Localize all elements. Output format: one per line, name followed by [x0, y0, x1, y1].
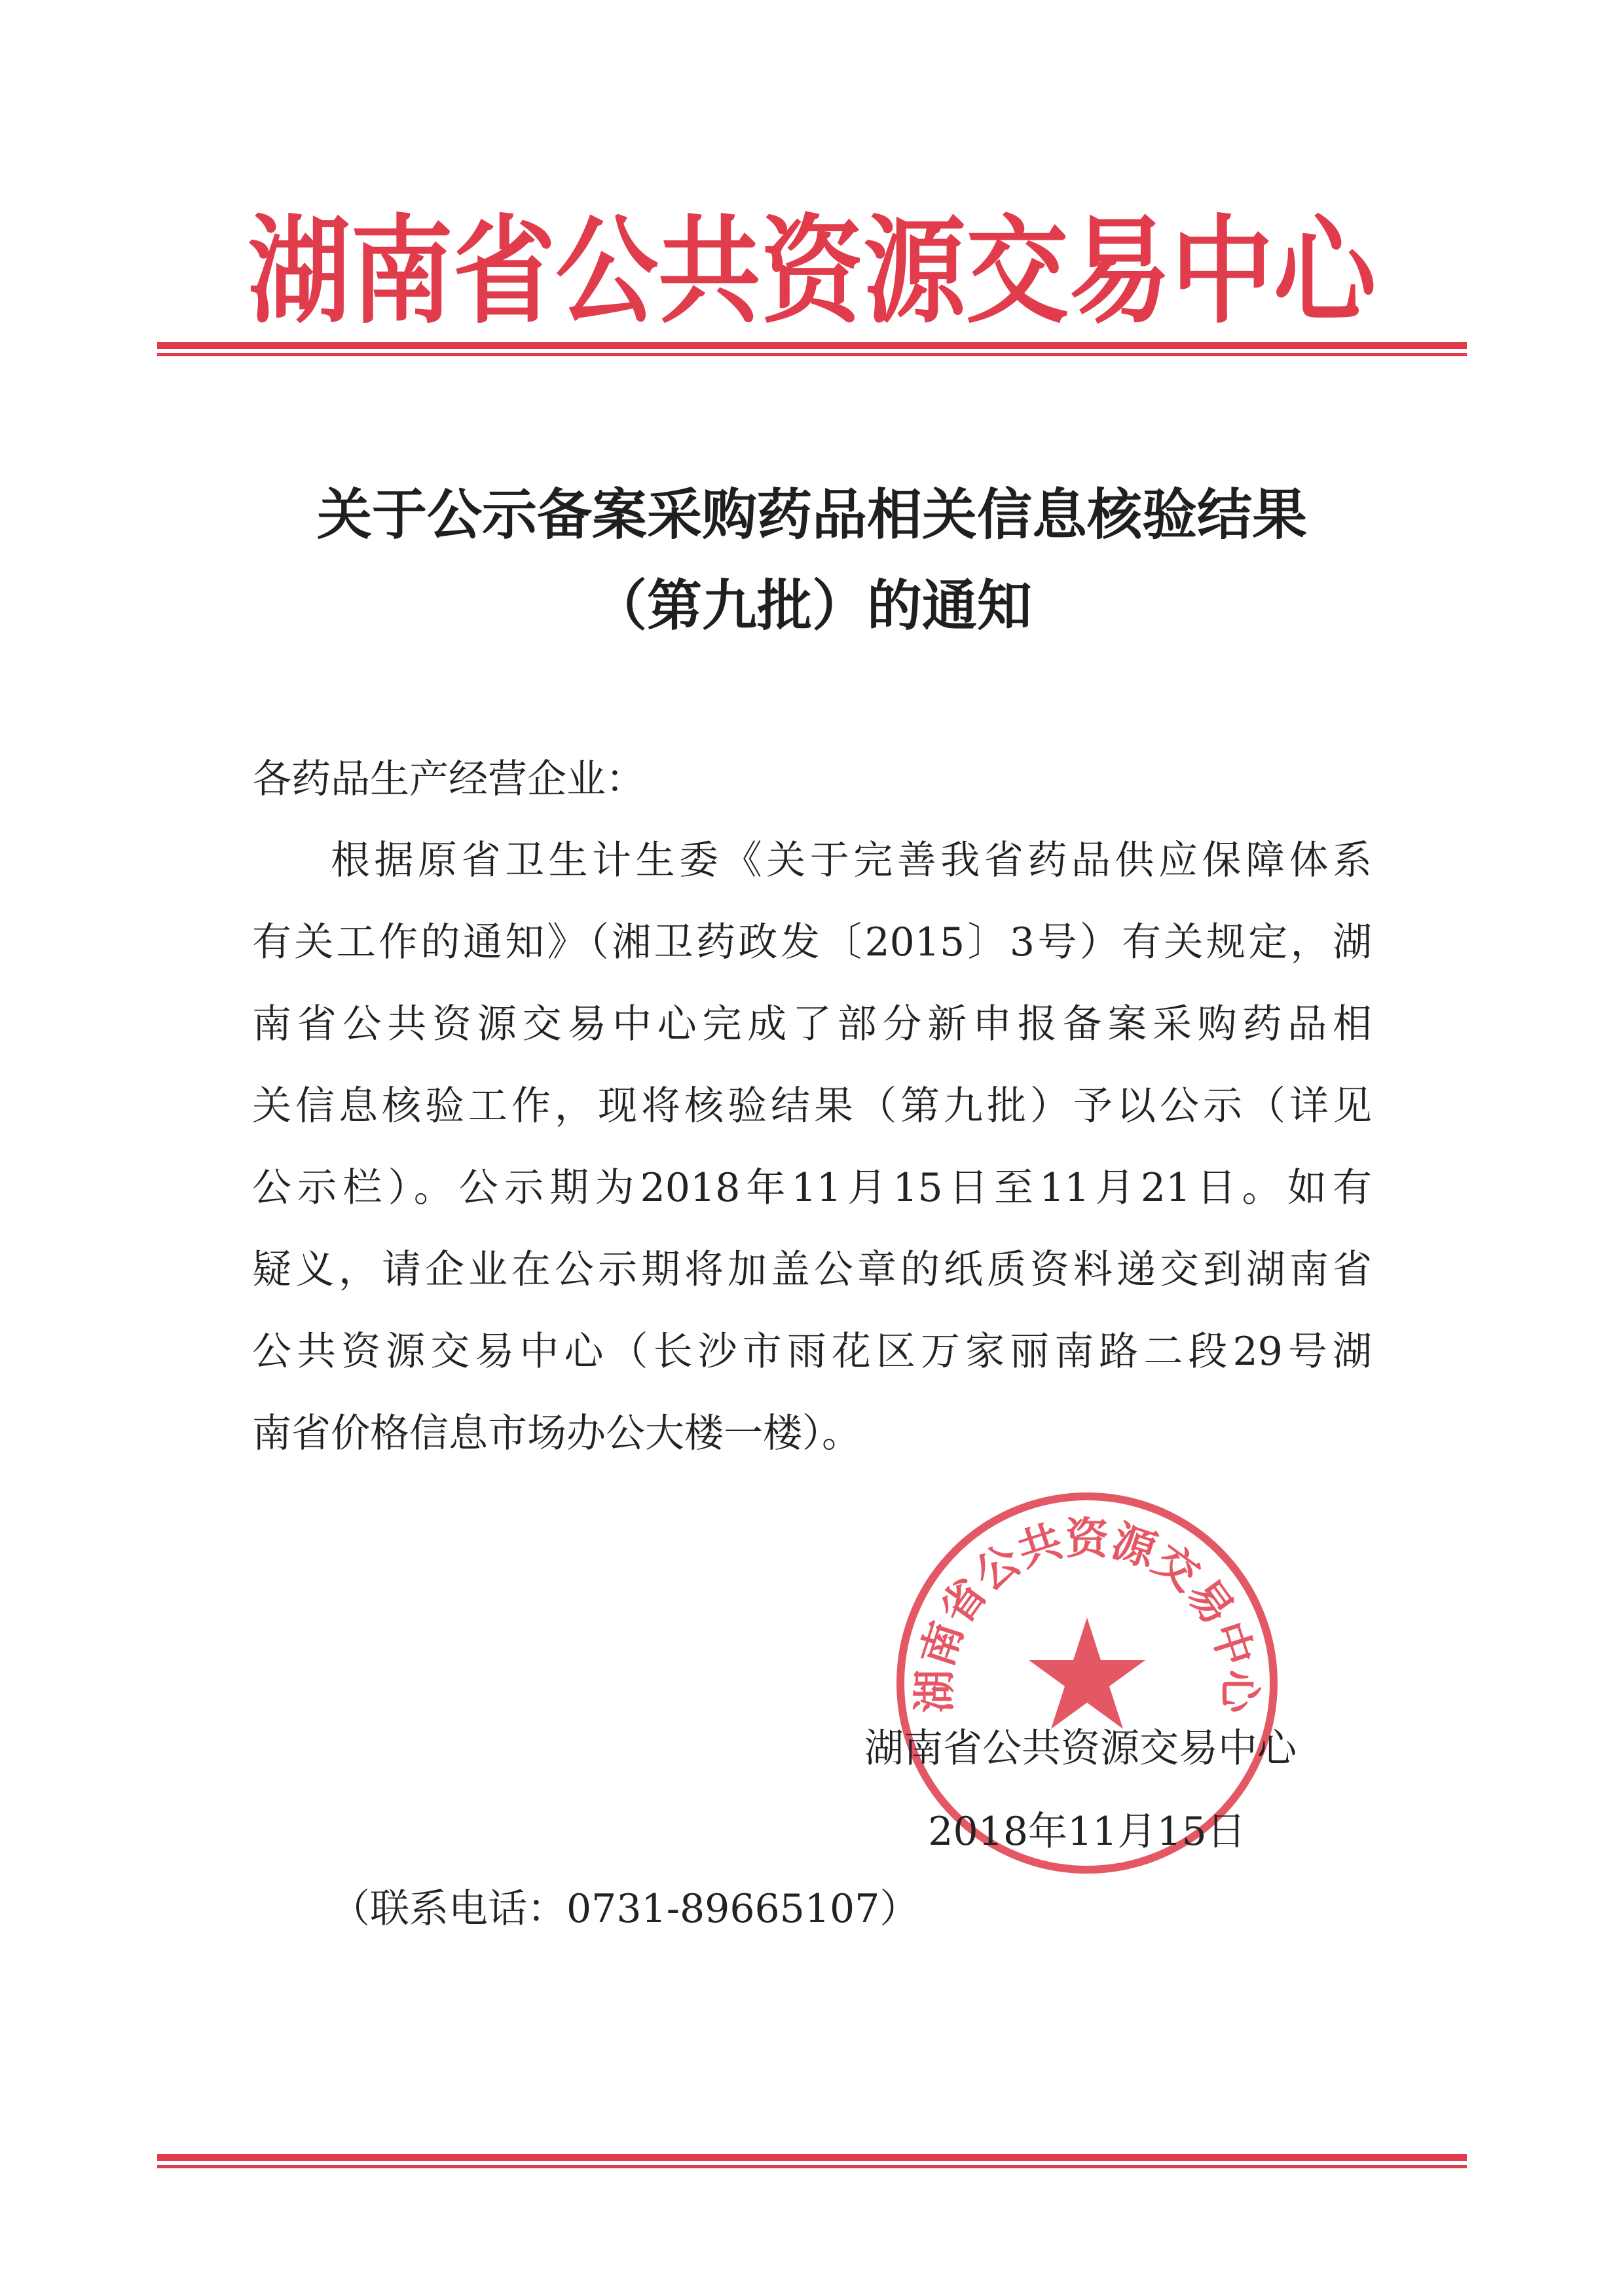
body-line: 疑义，请企业在公示期将加盖公章的纸质资料递交到湖南省 [252, 1247, 1372, 1293]
body-line: 公示栏）。公示期为2018年11月15日至11月21日。如有 [252, 1165, 1372, 1211]
salutation: 各药品生产经营企业： [252, 756, 645, 802]
letterhead-title: 湖南省公共资源交易中心 [248, 204, 1376, 339]
body-line: 有关工作的通知》（湘卫药政发〔2015〕3号）有关规定，湖 [252, 919, 1372, 965]
letterhead-divider [157, 342, 1467, 356]
body-line: 南省公共资源交易中心完成了部分新申报备案采购药品相 [252, 1001, 1372, 1047]
contact-phone: （联系电话：0731-89665107） [331, 1886, 919, 1932]
footer-divider [157, 2154, 1467, 2168]
notice-body [252, 820, 1372, 1475]
seal-text: 湖南省公共资源交易中心 [909, 1513, 1265, 1713]
body-line: 根据原省卫生计生委《关于完善我省药品供应保障体系 [331, 838, 1372, 883]
body-line: 公共资源交易中心（长沙市雨花区万家丽南路二段29号湖 [252, 1329, 1372, 1375]
signature-organization: 湖南省公共资源交易中心 [864, 1726, 1297, 1771]
notice-title-line-1: 关于公示备案采购药品相关信息核验结果 [316, 482, 1307, 547]
notice-title-line-2: （第九批）的通知 [591, 573, 1032, 638]
body-line: 南省价格信息市场办公大楼一楼）。 [252, 1411, 861, 1456]
body-line: 关信息核验工作，现将核验结果（第九批）予以公示（详见 [252, 1083, 1372, 1129]
signature-date: 2018年11月15日 [928, 1809, 1246, 1855]
